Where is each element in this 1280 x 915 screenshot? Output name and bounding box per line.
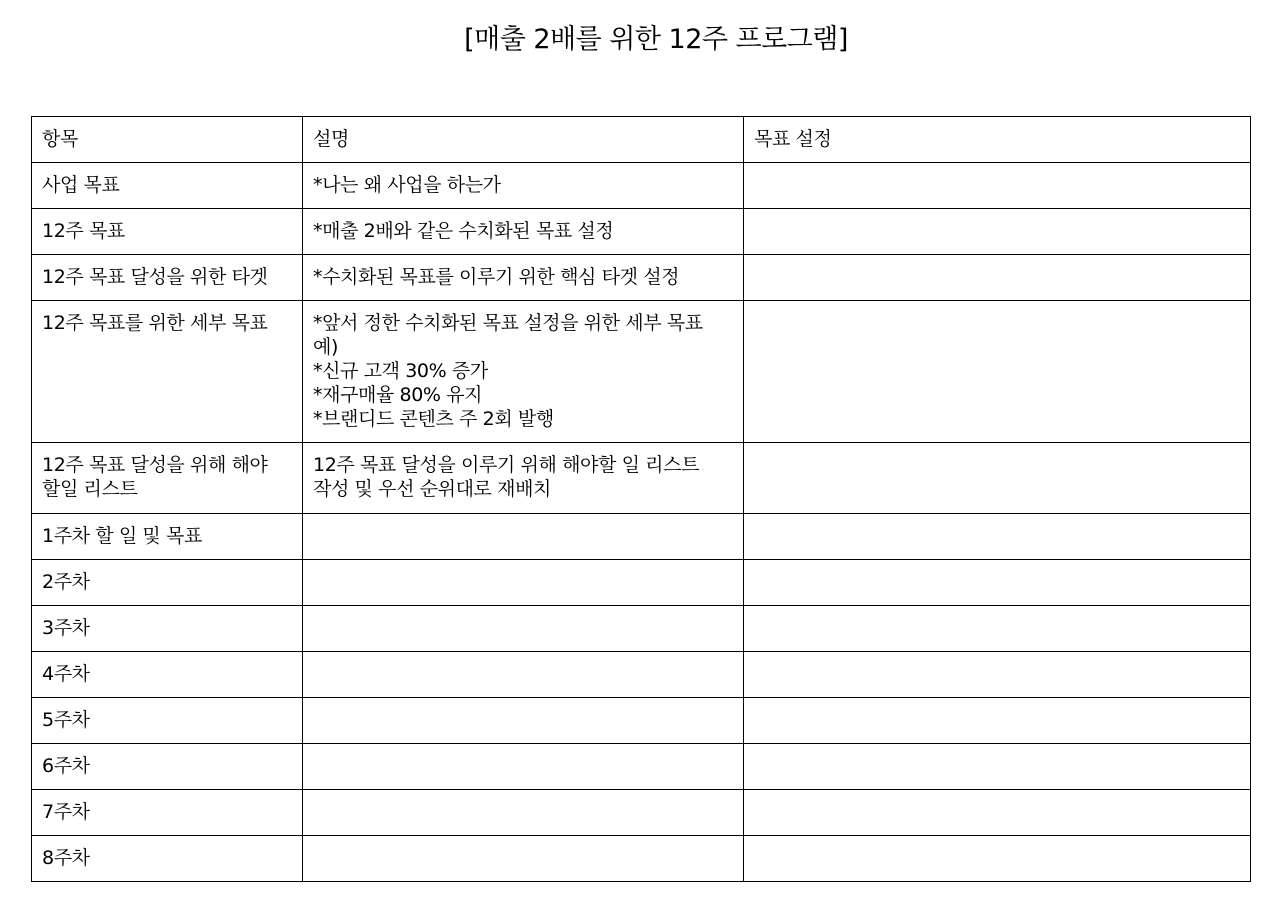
row-goal-cell[interactable] (744, 836, 1251, 882)
row-description-cell (303, 744, 744, 790)
row-description-cell (303, 514, 744, 560)
row-item-cell: 7주차 (32, 790, 303, 836)
row-item-cell: 3주차 (32, 606, 303, 652)
table-row (32, 255, 1251, 301)
row-description-cell: *나는 왜 사업을 하는가 (303, 163, 744, 209)
row-item-cell: 12주 목표 (32, 209, 303, 255)
row-item-cell: 6주차 (32, 744, 303, 790)
row-goal-cell[interactable] (744, 163, 1251, 209)
page-title: [매출 2배를 위한 12주 프로그램] (464, 24, 848, 55)
table-row (32, 163, 1251, 209)
row-goal-cell[interactable] (744, 698, 1251, 744)
row-goal-cell[interactable] (744, 744, 1251, 790)
row-description-cell (303, 560, 744, 606)
header-cell-item: 항목 (32, 117, 303, 163)
table-row (32, 514, 1251, 560)
header-cell-description: 설명 (303, 117, 744, 163)
row-description-cell (303, 698, 744, 744)
row-item-cell: 1주차 할 일 및 목표 (32, 514, 303, 560)
row-item-cell: 12주 목표 달성을 위한 타겟 (32, 255, 303, 301)
row-description-cell (303, 836, 744, 882)
row-description-cell (303, 606, 744, 652)
row-item-cell: 사업 목표 (32, 163, 303, 209)
table-row (32, 744, 1251, 790)
table-header-row (32, 117, 1251, 163)
table-row (32, 443, 1251, 514)
row-item-cell: 2주차 (32, 560, 303, 606)
row-item-cell: 8주차 (32, 836, 303, 882)
table-row (32, 560, 1251, 606)
row-goal-cell[interactable] (744, 514, 1251, 560)
header-cell-goal-setting: 목표 설정 (744, 117, 1251, 163)
row-item-cell: 5주차 (32, 698, 303, 744)
table-row (32, 836, 1251, 882)
row-goal-cell[interactable] (744, 255, 1251, 301)
table-row (32, 606, 1251, 652)
row-description-cell: 12주 목표 달성을 이루기 위해 해야할 일 리스트 작성 및 우선 순위대로 재배치 (303, 443, 744, 514)
row-description-cell: *매출 2배와 같은 수치화된 목표 설정 (303, 209, 744, 255)
table-row (32, 698, 1251, 744)
table-row (32, 790, 1251, 836)
row-description-cell (303, 652, 744, 698)
row-goal-cell[interactable] (744, 301, 1251, 443)
row-description-cell: *앞서 정한 수치화된 목표 설정을 위한 세부 목표 예) *신규 고객 30% 증가 *재구매율 80% 유지 *브랜디드 콘텐츠 주 2회 발행 (303, 301, 744, 443)
row-goal-cell[interactable] (744, 560, 1251, 606)
table-row (32, 652, 1251, 698)
program-table (31, 116, 1251, 882)
row-goal-cell[interactable] (744, 790, 1251, 836)
row-goal-cell[interactable] (744, 209, 1251, 255)
table-row (32, 301, 1251, 443)
table-row (32, 209, 1251, 255)
row-item-cell: 4주차 (32, 652, 303, 698)
row-goal-cell[interactable] (744, 652, 1251, 698)
row-goal-cell[interactable] (744, 443, 1251, 514)
row-item-cell: 12주 목표 달성을 위해 해야 할일 리스트 (32, 443, 303, 514)
row-goal-cell[interactable] (744, 606, 1251, 652)
row-item-cell: 12주 목표를 위한 세부 목표 (32, 301, 303, 443)
row-description-cell (303, 790, 744, 836)
row-description-cell: *수치화된 목표를 이루기 위한 핵심 타겟 설정 (303, 255, 744, 301)
